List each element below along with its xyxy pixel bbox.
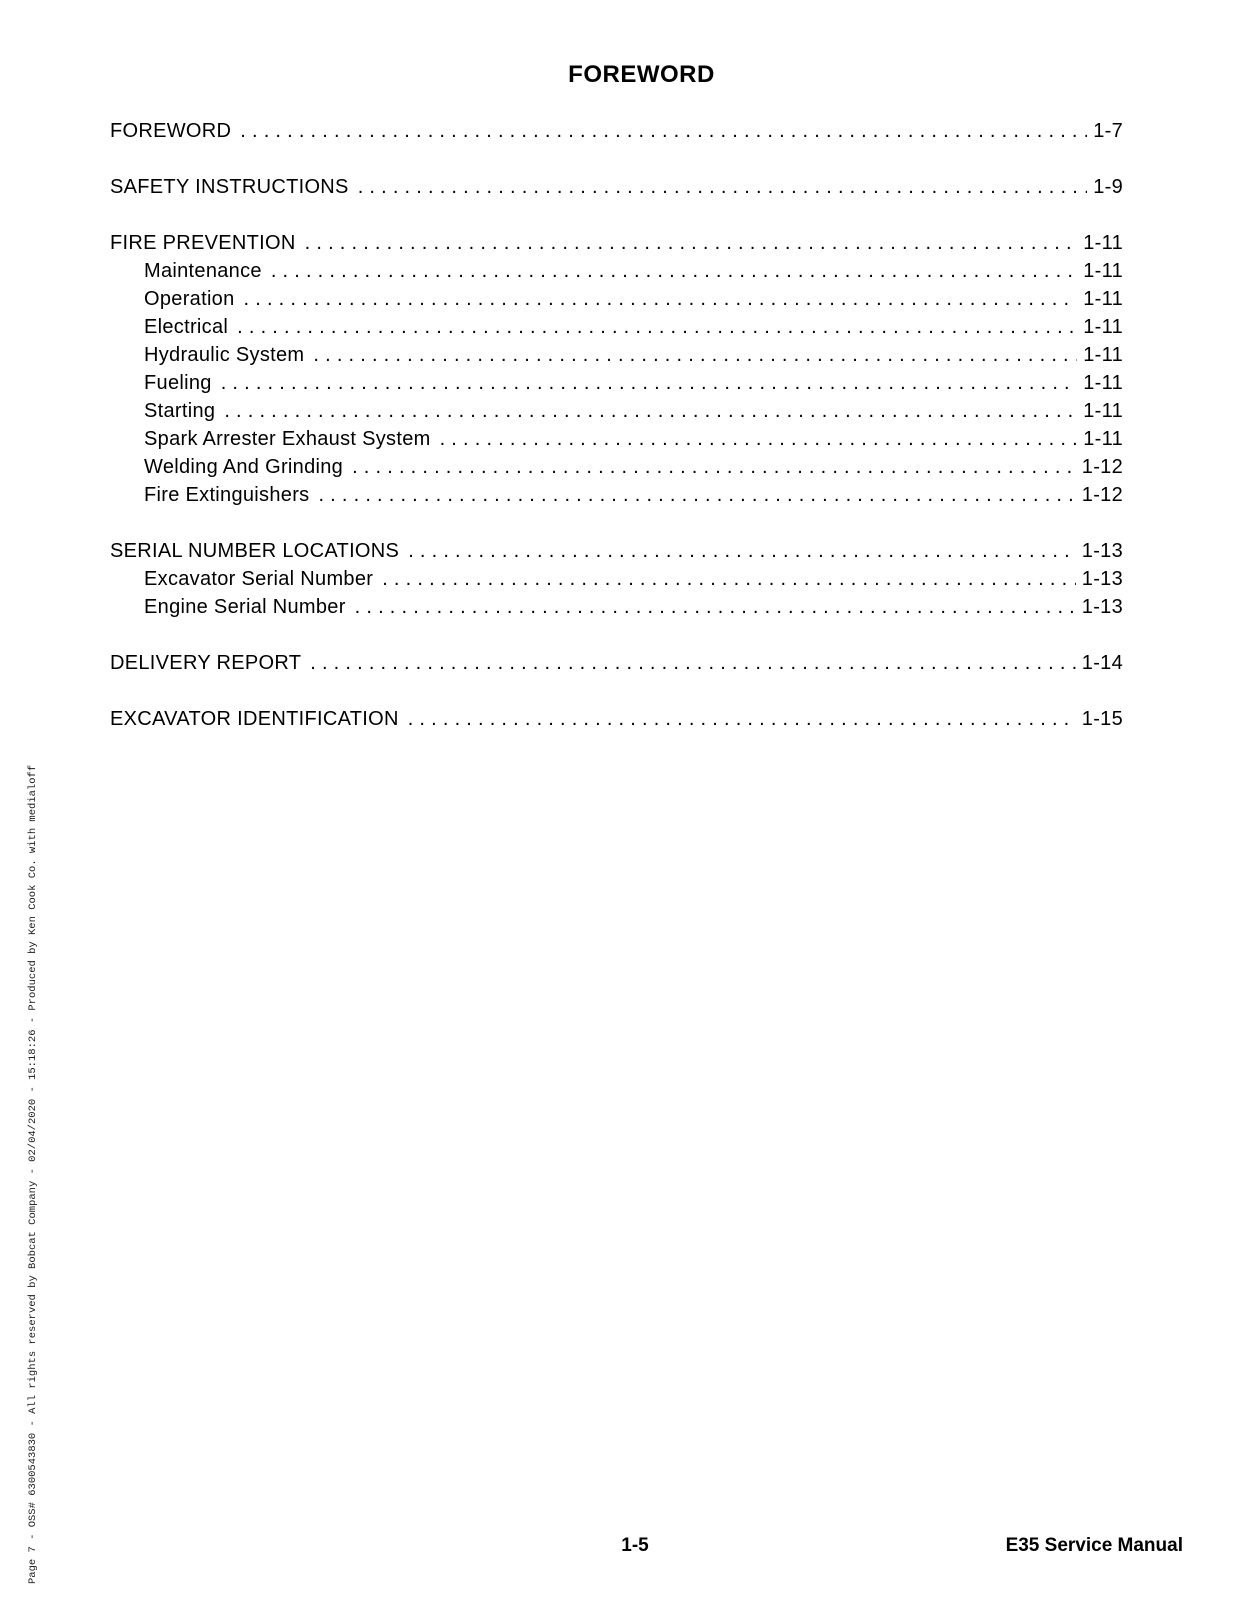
toc-entry-page: 1-11 bbox=[1083, 316, 1123, 338]
toc-entry bbox=[110, 481, 1123, 509]
toc-entry-label: EXCAVATOR IDENTIFICATION bbox=[110, 708, 399, 730]
toc-leader-dots bbox=[318, 481, 1075, 509]
toc-entry-label: Operation bbox=[144, 288, 235, 310]
toc-entry bbox=[110, 369, 1123, 397]
toc-entry-page: 1-11 bbox=[1083, 428, 1123, 450]
toc-entry bbox=[110, 425, 1123, 453]
toc-entry-label: Excavator Serial Number bbox=[144, 568, 374, 590]
toc-entry bbox=[110, 173, 1123, 201]
toc-entry-page: 1-14 bbox=[1081, 652, 1123, 674]
toc-leader-dots bbox=[358, 173, 1087, 201]
toc-entry bbox=[110, 117, 1123, 145]
toc-leader-dots bbox=[305, 229, 1078, 257]
production-stamp-text: Page 7 - OSS# 6300543830 - All rights reserved by Bobcat Company - 02/04/2020 - 15:18:26 - Produced by Ken Cook Co. with medialoff bbox=[27, 764, 39, 1584]
toc-entry-label: Maintenance bbox=[144, 260, 262, 282]
footer-manual-title: E35 Service Manual bbox=[1005, 1535, 1183, 1556]
toc-group bbox=[110, 229, 1123, 509]
toc-entry-page: 1-7 bbox=[1093, 120, 1123, 142]
toc-leader-dots bbox=[237, 313, 1077, 341]
toc-entry-label: FIRE PREVENTION bbox=[110, 232, 296, 254]
toc-entry-label: FOREWORD bbox=[110, 120, 232, 142]
toc-entry-page: 1-13 bbox=[1081, 568, 1123, 590]
toc-group bbox=[110, 537, 1123, 621]
toc-entry-label: Engine Serial Number bbox=[144, 596, 346, 618]
toc-entry-page: 1-9 bbox=[1093, 176, 1123, 198]
toc-entry-label: Welding And Grinding bbox=[144, 456, 344, 478]
toc-leader-dots bbox=[221, 369, 1078, 397]
toc-leader-dots bbox=[408, 537, 1076, 565]
toc-leader-dots bbox=[440, 425, 1078, 453]
toc-entry-page: 1-11 bbox=[1083, 260, 1123, 282]
toc-entry-label: Starting bbox=[144, 400, 216, 422]
toc-entry bbox=[110, 537, 1123, 565]
toc-entry bbox=[110, 257, 1123, 285]
toc-entry bbox=[110, 397, 1123, 425]
toc-entry bbox=[110, 313, 1123, 341]
toc-entry-label: Hydraulic System bbox=[144, 344, 305, 366]
toc-entry-page: 1-11 bbox=[1083, 288, 1123, 310]
toc-entry-page: 1-13 bbox=[1081, 596, 1123, 618]
toc-entry-label: Electrical bbox=[144, 316, 229, 338]
toc-entry-page: 1-12 bbox=[1081, 456, 1123, 478]
toc-leader-dots bbox=[310, 649, 1076, 677]
toc-entry bbox=[110, 705, 1123, 733]
toc-entry bbox=[110, 593, 1123, 621]
footer-page-number: 1-5 bbox=[621, 1535, 649, 1556]
toc-entry bbox=[110, 565, 1123, 593]
toc-group bbox=[110, 705, 1123, 733]
toc-leader-dots bbox=[408, 705, 1076, 733]
toc-entry bbox=[110, 285, 1123, 313]
toc-entry-page: 1-13 bbox=[1081, 540, 1123, 562]
table-of-contents bbox=[110, 117, 1123, 761]
toc-entry-label: DELIVERY REPORT bbox=[110, 652, 302, 674]
toc-leader-dots bbox=[382, 565, 1076, 593]
toc-leader-dots bbox=[355, 593, 1076, 621]
toc-leader-dots bbox=[271, 257, 1077, 285]
toc-leader-dots bbox=[224, 397, 1077, 425]
toc-group bbox=[110, 117, 1123, 145]
toc-entry-label: SERIAL NUMBER LOCATIONS bbox=[110, 540, 400, 562]
toc-entry-label: SAFETY INSTRUCTIONS bbox=[110, 176, 349, 198]
toc-entry bbox=[110, 229, 1123, 257]
toc-entry bbox=[110, 649, 1123, 677]
toc-entry-page: 1-11 bbox=[1083, 232, 1123, 254]
toc-leader-dots bbox=[244, 285, 1078, 313]
toc-entry-page: 1-12 bbox=[1081, 484, 1123, 506]
toc-entry-page: 1-15 bbox=[1081, 708, 1123, 730]
toc-entry-label: Fire Extinguishers bbox=[144, 484, 310, 506]
toc-entry-label: Fueling bbox=[144, 372, 212, 394]
toc-leader-dots bbox=[240, 117, 1087, 145]
toc-entry bbox=[110, 453, 1123, 481]
toc-entry-label: Spark Arrester Exhaust System bbox=[144, 428, 431, 450]
page-title: FOREWORD bbox=[568, 61, 715, 88]
toc-leader-dots bbox=[352, 453, 1076, 481]
toc-entry-page: 1-11 bbox=[1083, 400, 1123, 422]
toc-entry-page: 1-11 bbox=[1083, 344, 1123, 366]
toc-group bbox=[110, 649, 1123, 677]
toc-group bbox=[110, 173, 1123, 201]
toc-entry bbox=[110, 341, 1123, 369]
toc-leader-dots bbox=[313, 341, 1077, 369]
toc-entry-page: 1-11 bbox=[1083, 372, 1123, 394]
